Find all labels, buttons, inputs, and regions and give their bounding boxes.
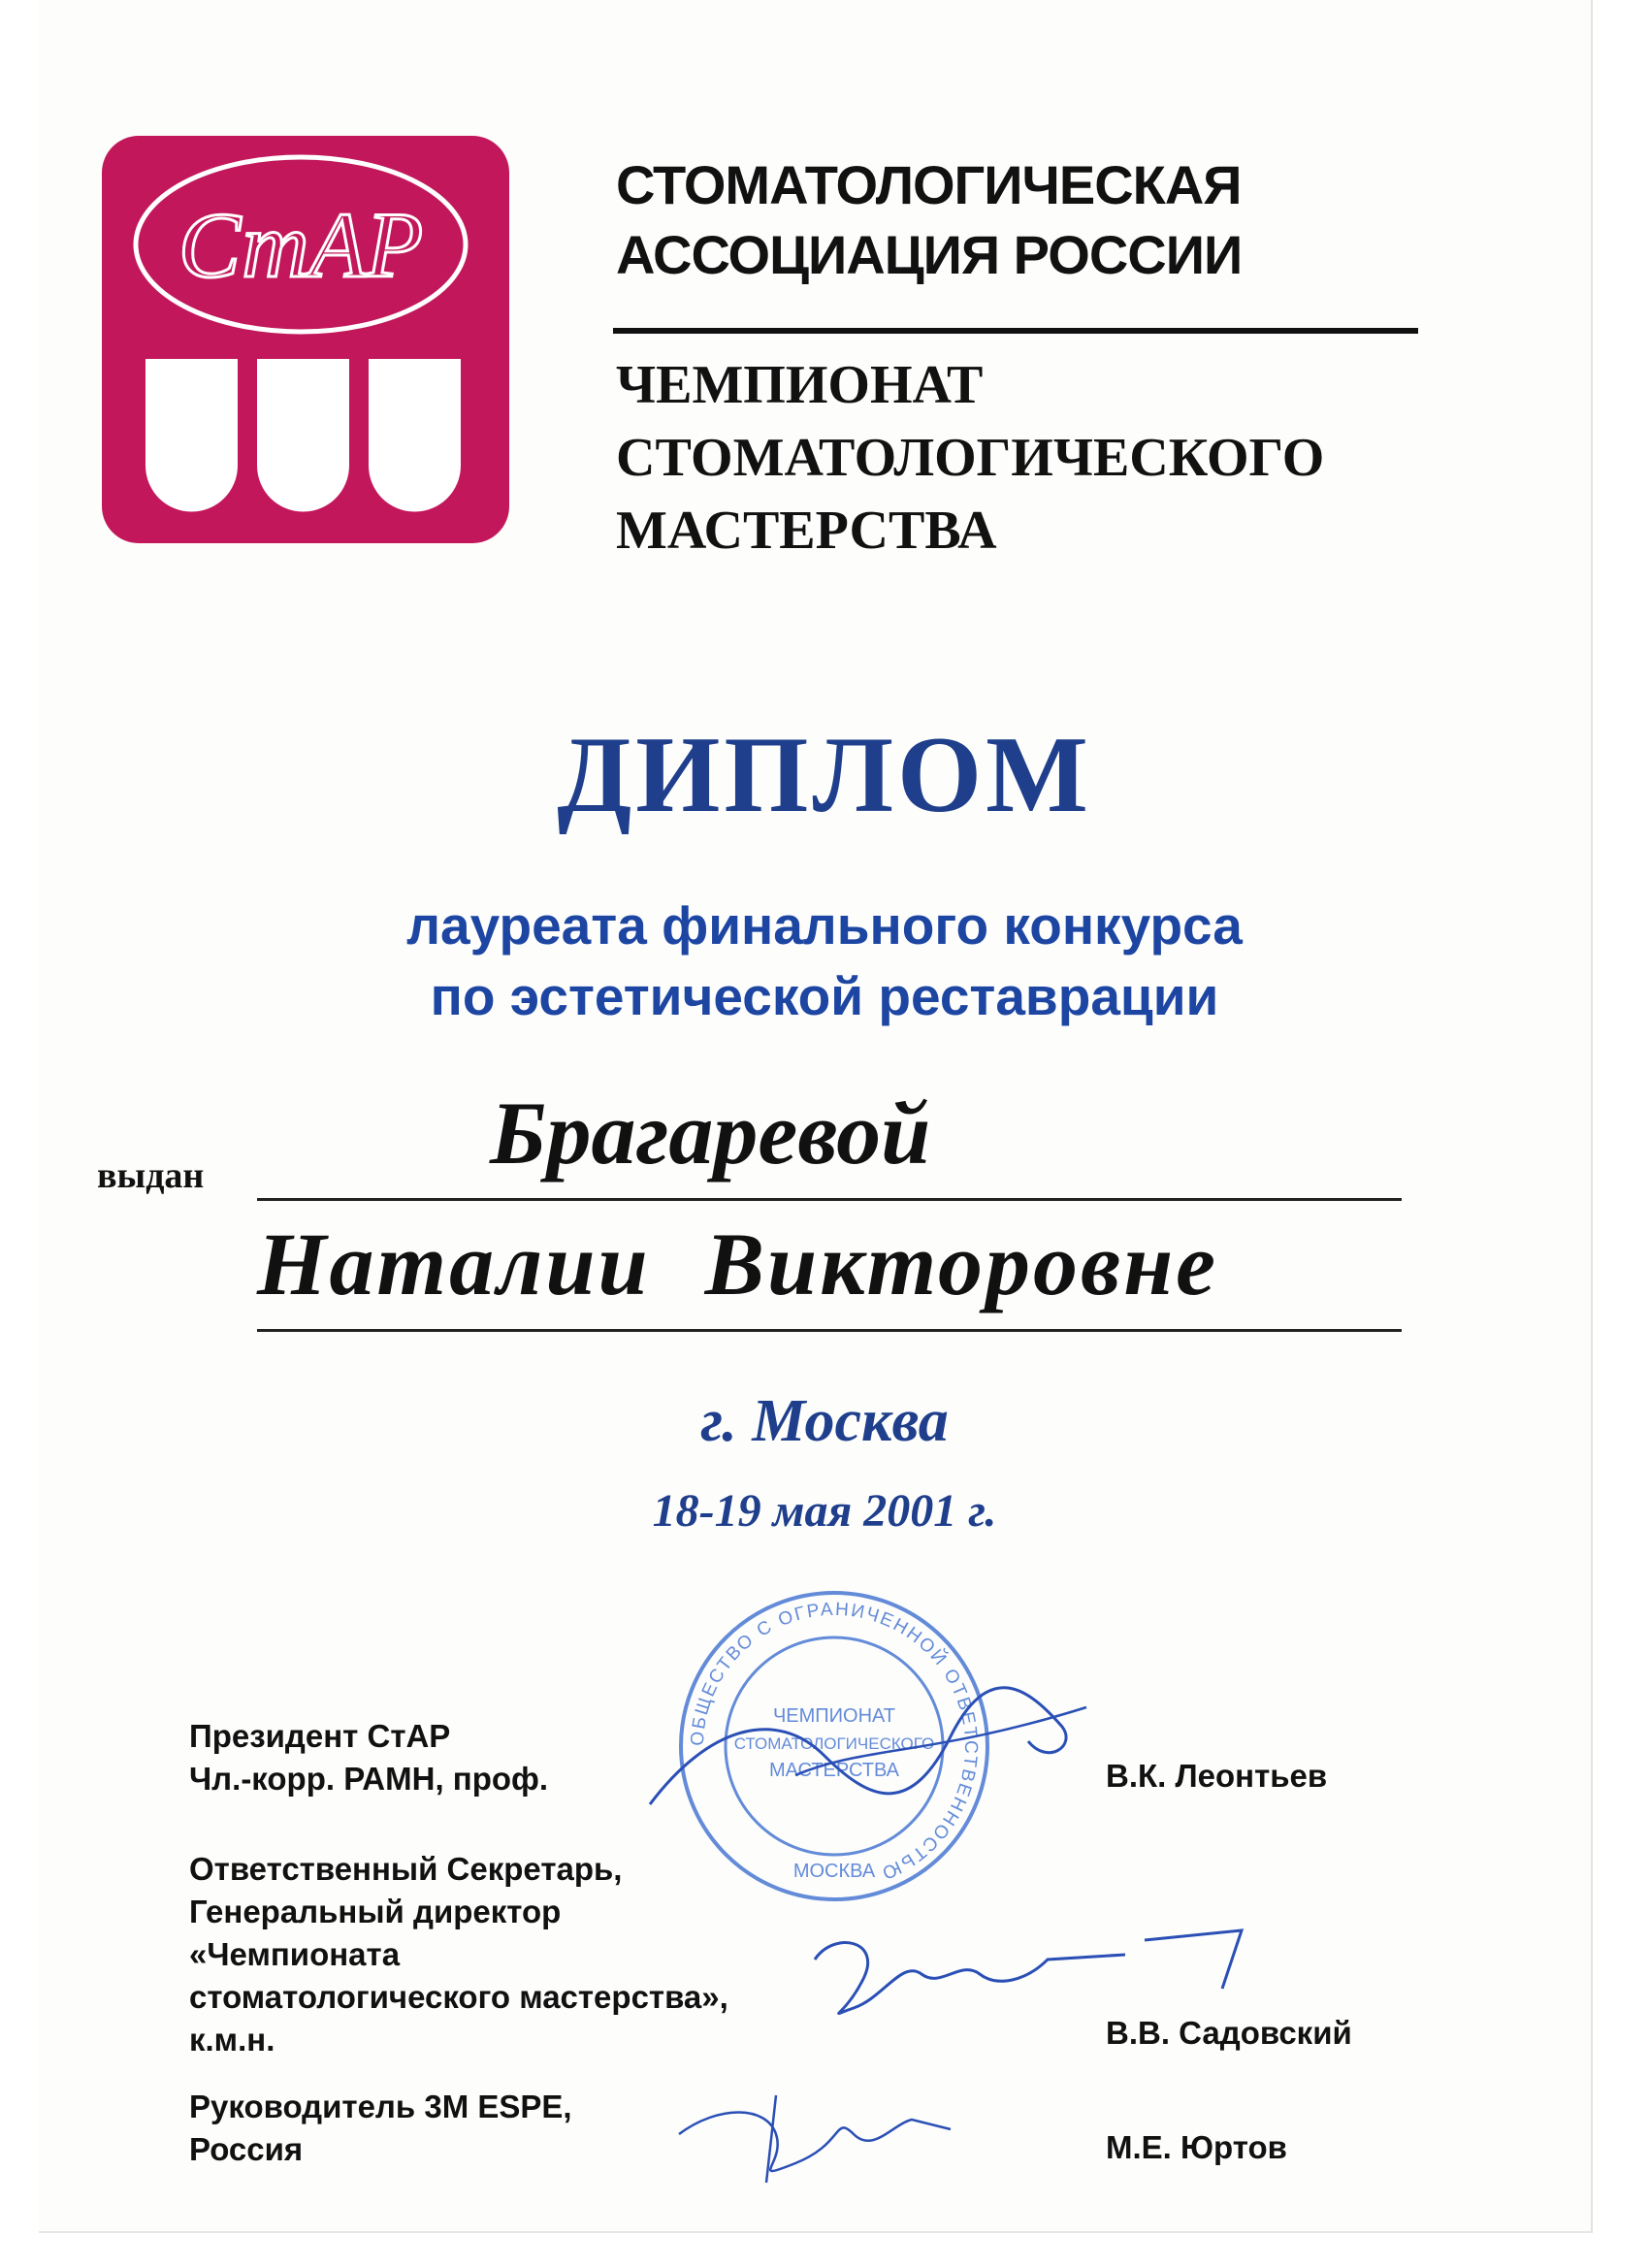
signatory-3-role-line1: Руководитель 3M ESPE, xyxy=(189,2089,572,2124)
signatory-1-role xyxy=(189,1715,548,1800)
city: г. Москва xyxy=(700,1388,949,1454)
recipient-given-names: Наталии Викторовне xyxy=(257,1215,1218,1313)
stamp-line1: ЧЕМПИОНАТ xyxy=(772,1705,896,1727)
event-date: 18-19 мая 2001 г. xyxy=(652,1485,997,1537)
star-logo xyxy=(102,136,509,543)
recipient-underline-2 xyxy=(257,1329,1402,1332)
signature-3 xyxy=(660,2076,1009,2202)
signatory-2-name: В.В. Садовский xyxy=(1106,2015,1352,2051)
signatory-2-role xyxy=(189,1848,728,2061)
championship-name xyxy=(616,349,1324,567)
stamp-line2: СТОМАТОЛОГИЧЕСКОГО xyxy=(733,1734,935,1753)
signatory-3-name: М.Е. Юртов xyxy=(1106,2129,1287,2165)
association-name xyxy=(616,150,1242,290)
signature-1 xyxy=(621,1649,1106,1843)
stamp-city: МОСКВА xyxy=(792,1861,876,1882)
signature-2 xyxy=(795,1921,1300,2037)
subtitle-line1: лауреата финального конкурса xyxy=(406,895,1243,956)
championship-line3: МАСТЕРСТВА xyxy=(616,501,997,561)
signatory-2-role-line5: к.м.н. xyxy=(189,2022,275,2057)
signatory-1-role-line1: Президент СтАР xyxy=(189,1718,451,1754)
association-name-line1: СТОМАТОЛОГИЧЕСКАЯ xyxy=(616,154,1242,215)
subtitle-line2: по эстетической реставрации xyxy=(430,966,1219,1026)
championship-line1: ЧЕМПИОНАТ xyxy=(616,355,984,415)
diploma-subtitle xyxy=(0,891,1649,1032)
signatory-2-role-line2: Генеральный директор xyxy=(189,1894,562,1929)
logo-text: СтАР xyxy=(178,193,423,297)
recipient-underline-1 xyxy=(257,1198,1402,1201)
signatory-3-role xyxy=(189,2086,572,2171)
issued-label: выдан xyxy=(97,1155,205,1196)
championship-line2: СТОМАТОЛОГИЧЕСКОГО xyxy=(616,428,1325,488)
recipient-surname: Брагаревой xyxy=(490,1084,931,1183)
association-name-line2: АССОЦИАЦИЯ РОССИИ xyxy=(616,224,1243,285)
signatory-1-name: В.К. Леонтьев xyxy=(1106,1758,1328,1794)
signatory-2-role-line3: «Чемпионата xyxy=(189,1936,401,1972)
stamp-ring-text: ОБЩЕСТВО С ОГРАНИЧЕННОЙ ОТВЕТСТВЕННОСТЬЮ xyxy=(687,1599,982,1884)
diploma-title: ДИПЛОМ xyxy=(557,715,1092,835)
stamp-line3: МАСТЕРСТВА xyxy=(768,1760,900,1781)
header-divider xyxy=(613,328,1418,334)
signatory-3-role-line2: Россия xyxy=(189,2131,304,2167)
signatory-1-role-line2: Чл.-корр. РАМН, проф. xyxy=(189,1761,549,1797)
signatory-2-role-line4: стоматологического мастерства», xyxy=(189,1979,728,2015)
signatory-2-role-line1: Ответственный Секретарь, xyxy=(189,1851,623,1887)
